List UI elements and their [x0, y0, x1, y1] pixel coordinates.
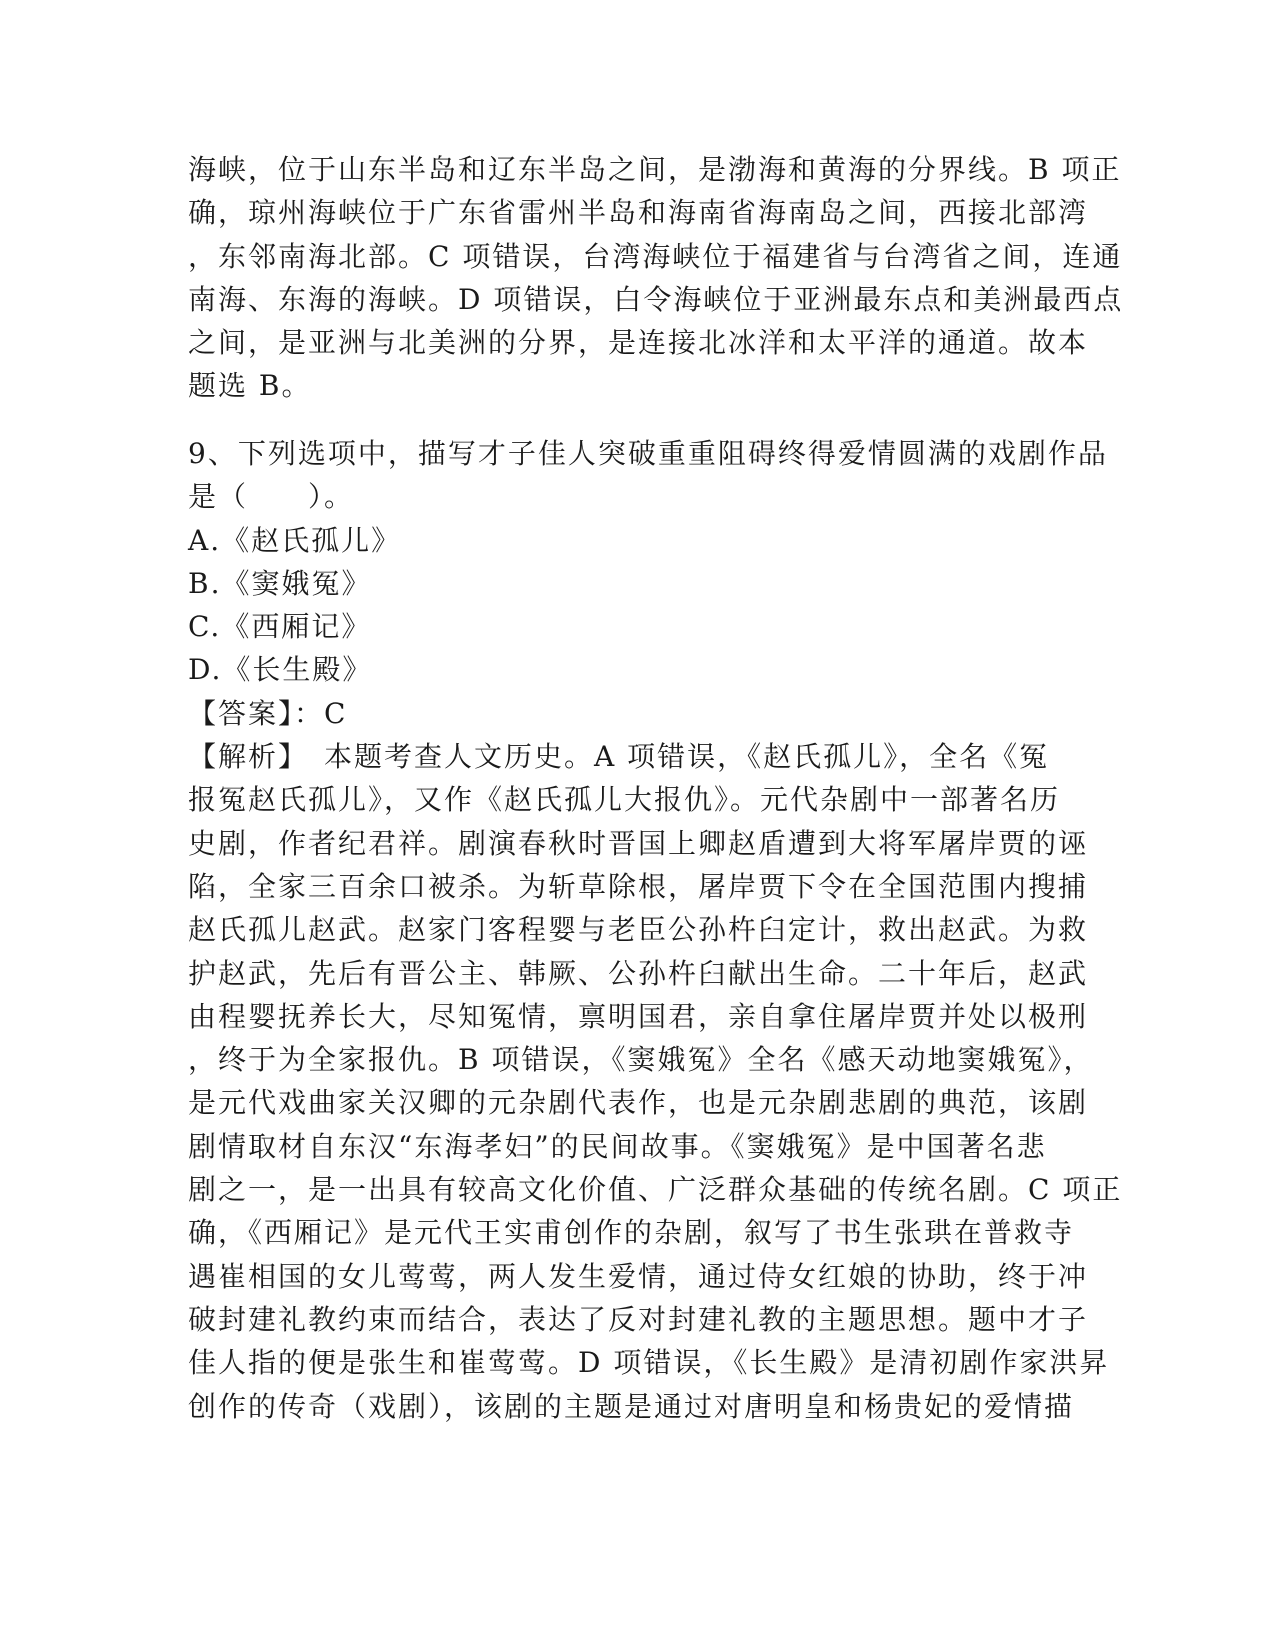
- answer-line: 【答案】：C: [188, 696, 348, 730]
- analysis-line: 遇崔相国的女儿莺莺，两人发生爱情，通过侍女红娘的协助，终于冲: [188, 1259, 1089, 1293]
- text-line: ，东邻南海北部。C 项错误，台湾海峡位于福建省与台湾省之间，连通: [188, 239, 1123, 273]
- analysis-line: 由程婴抚养长大，尽知冤情，禀明国君，亲自拿住屠岸贾并处以极刑: [188, 999, 1089, 1033]
- text-line: 确，琼州海峡位于广东省雷州半岛和海南省海南岛之间，西接北部湾: [188, 196, 1089, 230]
- previous-answer-continuation: [188, 148, 1124, 408]
- analysis-line: ，终于为全家报仇。B 项错误，《窦娥冤》全名《感天动地窦娥冤》，: [188, 1043, 1094, 1077]
- question-9: [188, 432, 1123, 1428]
- option-c: C.《西厢记》: [188, 610, 372, 644]
- question-stem-line: 是（ ）。: [188, 480, 355, 514]
- analysis-line: 佳人指的便是张生和崔莺莺。D 项错误，《长生殿》是清初剧作家洪昇: [188, 1346, 1110, 1380]
- analysis-line: 确，《西厢记》是元代王实甫创作的杂剧，叙写了书生张珙在普救寺: [188, 1216, 1075, 1250]
- analysis-line: 史剧，作者纪君祥。剧演春秋时晋国上卿赵盾遭到大将军屠岸贾的诬: [188, 826, 1089, 860]
- question-stem-line: 9、下列选项中，描写才子佳人突破重重阻碍终得爱情圆满的戏剧作品: [188, 437, 1108, 470]
- text-line: 南海、东海的海峡。D 项错误，白令海峡位于亚洲最东点和美洲最西点: [188, 282, 1124, 316]
- option-d: D.《长生殿》: [188, 653, 373, 687]
- analysis-line: 【解析】 本题考查人文历史。A 项错误，《赵氏孤儿》，全名《冤: [188, 740, 1050, 774]
- analysis-line: 是元代戏曲家关汉卿的元杂剧代表作，也是元杂剧悲剧的典范，该剧: [188, 1086, 1089, 1120]
- analysis-line: 剧之一，是一出具有较高文化价值、广泛群众基础的传统名剧。C 项正: [188, 1173, 1123, 1207]
- analysis-line: 报冤赵氏孤儿》，又作《赵氏孤儿大报仇》。元代杂剧中一部著名历: [188, 783, 1061, 817]
- option-a: A.《赵氏孤儿》: [188, 523, 402, 557]
- analysis-line: 破封建礼教约束而结合，表达了反对封建礼教的主题思想。题中才子: [188, 1302, 1089, 1336]
- text-line: 之间，是亚洲与北美洲的分界，是连接北冰洋和太平洋的通道。故本: [188, 326, 1089, 360]
- analysis-line: 护赵武，先后有晋公主、韩厥、公孙杵臼献出生命。二十年后，赵武: [188, 956, 1089, 990]
- analysis-line: 赵氏孤儿赵武。赵家门客程婴与老臣公孙杵臼定计，救出赵武。为救: [188, 913, 1089, 947]
- option-b: B.《窦娥冤》: [188, 566, 372, 600]
- text-line: 海峡，位于山东半岛和辽东半岛之间，是渤海和黄海的分界线。B 项正: [188, 153, 1122, 186]
- analysis-line: 剧情取材自东汉“东海孝妇”的民间故事。《窦娥冤》是中国著名悲: [188, 1129, 1047, 1163]
- analysis-line: 创作的传奇（戏剧），该剧的主题是通过对唐明皇和杨贵妃的爱情描: [188, 1389, 1075, 1423]
- analysis-line: 陷，全家三百余口被杀。为斩草除根，屠岸贾下令在全国范围内搜捕: [188, 869, 1089, 903]
- text-line: 题选 B。: [188, 369, 312, 403]
